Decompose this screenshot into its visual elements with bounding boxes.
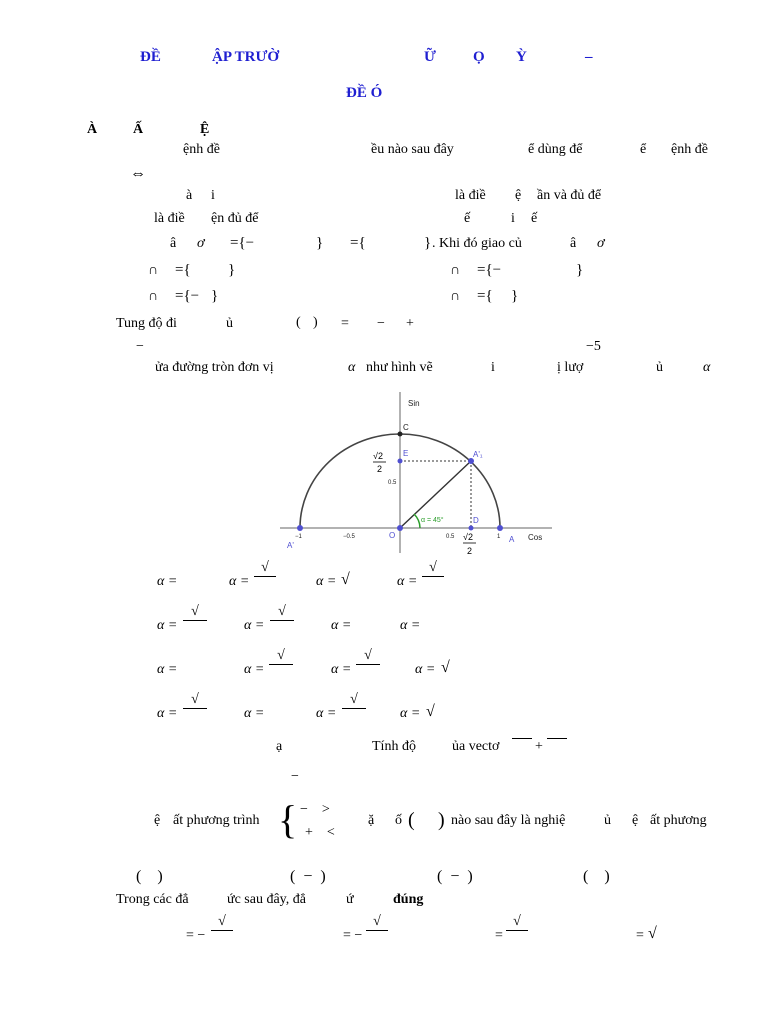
- q4-option-d: α =: [400, 618, 421, 633]
- y-axis-label: Sin: [408, 399, 420, 408]
- x-axis-label: Cos: [528, 533, 543, 542]
- q7-text: ứ: [346, 892, 354, 907]
- q4-option-b: α =: [229, 574, 250, 589]
- q4-option-d: α =: [415, 662, 436, 677]
- q2-option-a: }: [228, 262, 236, 278]
- frac-sqrt2-y: √2: [373, 451, 383, 461]
- q2-text: â: [170, 236, 177, 251]
- q2-option-c: ={−: [175, 288, 200, 304]
- q4-text: α: [703, 360, 711, 375]
- q2-set-a-close: }: [316, 235, 324, 251]
- title-part: ĐỀ: [140, 49, 161, 65]
- q7-sqrt: √: [648, 925, 657, 942]
- q2-option-a: ∩: [148, 263, 159, 278]
- q6-text: ất phương: [650, 813, 707, 828]
- q3-text: Tung độ đi: [116, 316, 177, 331]
- system-line-2: + <: [305, 825, 335, 840]
- q6-option-a: ( ): [136, 868, 163, 885]
- point-a-prime: [297, 525, 303, 531]
- point-c: [398, 432, 403, 437]
- section-part: À: [87, 122, 98, 137]
- frac-two-y: 2: [377, 464, 383, 474]
- q3-text: +: [406, 316, 414, 331]
- title-part: Ỳ: [516, 49, 527, 65]
- q1-option-b: ế: [531, 211, 538, 226]
- q6-text: ủ: [604, 813, 611, 828]
- q2-option-b: ∩: [450, 263, 461, 278]
- q1-option-a: à: [186, 188, 193, 203]
- q1-option-a: ệ: [515, 188, 522, 203]
- q7-sqrt-frac: √: [506, 915, 528, 946]
- q4-sqrt: √: [341, 571, 350, 588]
- q7-option-c: =: [495, 928, 503, 943]
- q5-text: Tính độ: [372, 739, 416, 754]
- label-e: E: [403, 449, 409, 458]
- q7-emphasis: đúng: [393, 892, 424, 907]
- system-brace: {: [278, 797, 298, 842]
- q1-text: ể: [640, 142, 647, 157]
- q3-text: ủ: [226, 316, 233, 331]
- q2-set-b: ={: [350, 235, 366, 251]
- q2-text: ơ: [197, 236, 205, 251]
- title-part: Ọ: [473, 49, 485, 65]
- q4-option-a: α =: [157, 618, 178, 633]
- q3-text: (: [296, 315, 301, 330]
- q2-option-d: }: [511, 288, 519, 304]
- tick-05: 0.5: [446, 534, 455, 540]
- q5-text: ủa vectơ: [452, 739, 500, 754]
- q7-option-a: = −: [186, 928, 206, 943]
- q4-text: như hình vẽ: [366, 360, 433, 375]
- system-line-1: − >: [300, 802, 330, 817]
- point-e: [398, 459, 403, 464]
- q4-text: α: [348, 360, 356, 375]
- q1-option-a: i: [211, 188, 215, 203]
- q1-option-b: ế: [464, 211, 471, 226]
- q6-option-d: ( ): [583, 868, 610, 885]
- q4-text: ửa đường tròn đơn vị: [155, 360, 274, 375]
- q2-option-b: ={−: [477, 262, 502, 278]
- q6-text: ất phương trình: [173, 813, 260, 828]
- equivalence-symbol: ⇔: [130, 165, 146, 182]
- q4-option-a: α =: [157, 574, 178, 589]
- q4-sqrt-frac: √: [270, 605, 294, 636]
- q4-text: ị lượ: [557, 360, 584, 375]
- q7-text: ức sau đây, đẳ: [227, 892, 306, 907]
- q2-option-a: ={: [175, 262, 191, 278]
- q7-option-b: = −: [343, 928, 363, 943]
- q4-option-d: α =: [397, 574, 418, 589]
- label-o: O: [389, 531, 396, 540]
- vector-arrow: [547, 738, 567, 739]
- q4-sqrt-frac: √: [422, 561, 444, 592]
- q2-option-c: ∩: [148, 289, 159, 304]
- q4-sqrt-frac: √: [356, 649, 380, 680]
- label-a-prime: A': [287, 541, 294, 550]
- title-part: Ữ: [424, 49, 436, 65]
- q1-text: ể dùng để: [528, 142, 583, 157]
- q1-option-b: i: [511, 211, 515, 226]
- q4-sqrt: √: [426, 703, 435, 720]
- section-part: Ấ: [133, 122, 144, 137]
- frac-two-x: 2: [467, 546, 473, 556]
- q4-option-b: α =: [244, 662, 265, 677]
- q1-option-b: ện đủ để: [211, 211, 259, 226]
- label-c: C: [403, 423, 409, 432]
- angle-arc: [414, 514, 420, 528]
- point-a: [497, 525, 503, 531]
- q3-text: ): [313, 315, 318, 330]
- q1-text: ều nào sau đây: [371, 142, 454, 157]
- q2-option-c: }: [211, 288, 219, 304]
- q6-text: nào sau đây là nghiệ: [451, 813, 566, 828]
- q6-text: ): [438, 809, 445, 831]
- q1-text: ệnh đề: [183, 142, 220, 157]
- tick-1: 1: [497, 534, 501, 540]
- q5-text: +: [535, 739, 543, 754]
- exam-subtitle: ĐỀ Ó: [346, 85, 383, 101]
- q4-option-a: α =: [157, 706, 178, 721]
- q2-option-d: ∩: [450, 289, 461, 304]
- q4-sqrt-frac: √: [269, 649, 293, 680]
- q7-sqrt-frac: √: [366, 915, 388, 946]
- q6-text: ệ: [154, 813, 161, 828]
- q4-sqrt-frac: √: [342, 693, 366, 724]
- q5-option: −: [291, 769, 299, 784]
- q4-text: ủ: [656, 360, 663, 375]
- q6-text: ệ: [632, 813, 639, 828]
- title-part: ẬP TRƯỜ: [212, 49, 280, 65]
- q2-option-d: ={: [477, 288, 493, 304]
- q2-text: ơ: [597, 236, 605, 251]
- tick-y05: 0.5: [388, 480, 397, 486]
- q4-text: i: [491, 360, 495, 375]
- section-part: Ệ: [200, 122, 210, 137]
- q4-sqrt-frac: √: [183, 693, 207, 724]
- q4-option-c: α =: [316, 706, 337, 721]
- q3-text: −: [377, 316, 385, 331]
- q4-option-c: α =: [331, 618, 352, 633]
- frac-sqrt2-x: √2: [463, 532, 473, 542]
- vector-arrow: [512, 738, 532, 739]
- q4-option-b: α =: [244, 706, 265, 721]
- q2-text: . Khi đó giao củ: [432, 236, 522, 251]
- label-a: A: [509, 535, 515, 544]
- q1-option-b: là điề: [154, 211, 185, 226]
- tick-neg1: −1: [295, 534, 302, 540]
- point-o: [397, 525, 403, 531]
- q7-text: Trong các đẳ: [116, 892, 189, 907]
- q1-text: ệnh đề: [671, 142, 708, 157]
- q7-sqrt-frac: √: [211, 915, 233, 946]
- q4-option-c: α =: [316, 574, 337, 589]
- q4-option-a: α =: [157, 662, 178, 677]
- label-a1: A'₁: [473, 450, 483, 459]
- q3-text: =: [341, 316, 349, 331]
- q3-option-a: −: [136, 339, 144, 354]
- angle-label: α = 45°: [421, 517, 444, 524]
- q3-option-d: −5: [586, 339, 601, 354]
- q6-option-c: ( − ): [437, 868, 473, 885]
- q4-sqrt-frac: √: [183, 605, 207, 636]
- label-d: D: [473, 516, 479, 525]
- q2-option-b: }: [576, 262, 584, 278]
- q7-option-d: =: [636, 928, 644, 943]
- tick-neg05: −0.5: [343, 534, 355, 540]
- q6-text: ặ: [368, 813, 375, 828]
- q1-option-a: ần và đủ để: [537, 188, 602, 203]
- q4-option-b: α =: [244, 618, 265, 633]
- q4-sqrt-frac: √: [254, 561, 276, 592]
- q5-text: ạ: [276, 739, 283, 754]
- q6-text: ố: [395, 813, 402, 828]
- q4-sqrt: √: [441, 659, 450, 676]
- q2-text: â: [570, 236, 577, 251]
- q4-option-c: α =: [331, 662, 352, 677]
- q1-option-a: là điề: [455, 188, 486, 203]
- q2-set-a: ={−: [230, 235, 255, 251]
- title-part: –: [585, 49, 593, 65]
- q4-option-d: α =: [400, 706, 421, 721]
- unit-circle-figure: [280, 388, 565, 560]
- q6-option-b: ( − ): [290, 868, 326, 885]
- q2-set-b-close: }: [424, 235, 432, 251]
- q6-text: (: [408, 809, 415, 831]
- point-d: [469, 526, 474, 531]
